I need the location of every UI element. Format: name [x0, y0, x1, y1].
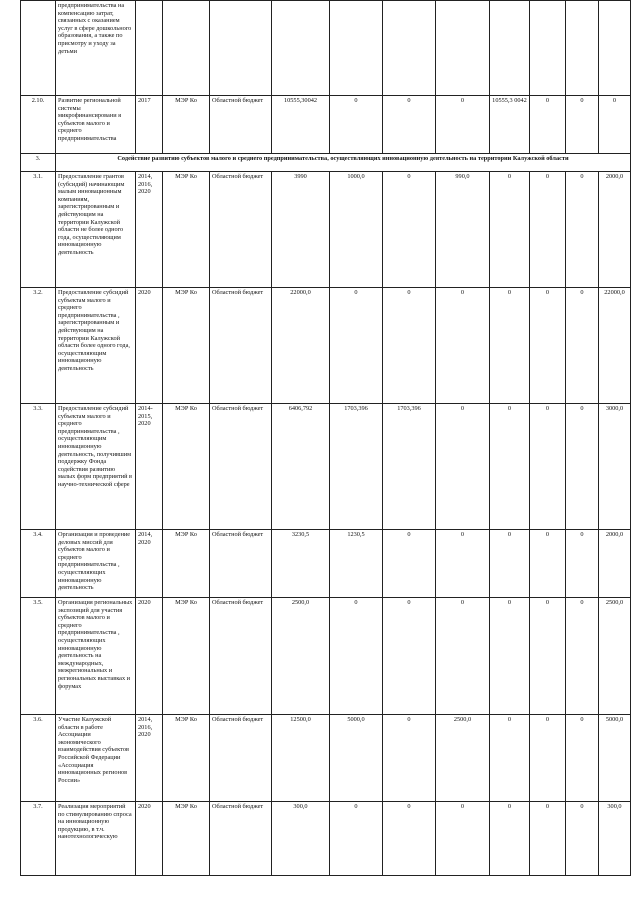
funding-total: [272, 1, 330, 96]
funding-year-value: 0: [566, 802, 599, 876]
funding-year-value: 0: [436, 96, 490, 154]
activity-years: 2017: [136, 96, 163, 154]
funding-year-value: 0: [599, 96, 631, 154]
section-number: 3.: [21, 154, 56, 172]
funding-year-value: 0: [530, 598, 566, 715]
funding-year-value: 2000,0: [599, 172, 631, 288]
activity-name: Реализация мероприятий по стимулированию спроса на инновационную продукцию, в т.ч. нанотехнологическую: [56, 802, 136, 876]
activity-executor: МЭР Ко: [163, 172, 210, 288]
funding-total: 6406,792: [272, 404, 330, 530]
funding-year-value: 0: [436, 802, 490, 876]
table-row: [21, 1, 631, 96]
funding-total: 3230,5: [272, 530, 330, 598]
funding-year-value: [436, 1, 490, 96]
funding-year-value: 0: [436, 598, 490, 715]
activity-number: [21, 1, 56, 96]
funding-year-value: 2500,0: [599, 598, 631, 715]
funding-year-value: 0: [530, 802, 566, 876]
funding-year-value: 0: [566, 530, 599, 598]
activity-years: 2020: [136, 802, 163, 876]
funding-year-value: 0: [490, 404, 530, 530]
funding-source: Областной бюджет: [210, 598, 272, 715]
activity-number: 3.1.: [21, 172, 56, 288]
funding-year-value: 0: [490, 288, 530, 404]
table-row: [21, 96, 631, 154]
activity-number: 2.10.: [21, 96, 56, 154]
funding-year-value: 2000,0: [599, 530, 631, 598]
funding-year-value: 1703,396: [383, 404, 436, 530]
funding-year-value: 1703,396: [330, 404, 383, 530]
funding-year-value: 0: [383, 172, 436, 288]
funding-year-value: [383, 1, 436, 96]
funding-year-value: 0: [330, 802, 383, 876]
funding-source: [210, 1, 272, 96]
funding-year-value: 1230,5: [330, 530, 383, 598]
funding-year-value: 0: [566, 598, 599, 715]
funding-year-value: 0: [490, 598, 530, 715]
funding-year-value: 0: [530, 715, 566, 802]
funding-year-value: 0: [530, 172, 566, 288]
funding-source: Областной бюджет: [210, 715, 272, 802]
activity-years: 2014, 2016, 2020: [136, 715, 163, 802]
funding-year-value: 0: [566, 404, 599, 530]
funding-year-value: 22000,0: [599, 288, 631, 404]
activity-years: 2014, 2016, 2020: [136, 172, 163, 288]
funding-year-value: 990,0: [436, 172, 490, 288]
funding-year-value: 0: [383, 288, 436, 404]
funding-year-value: 0: [566, 172, 599, 288]
activity-name: Организация и проведение деловых миссий для субъектов малого и среднего предпринимательства , осуществляющих инновационную деятельность: [56, 530, 136, 598]
funding-source: Областной бюджет: [210, 530, 272, 598]
funding-total: 2500,0: [272, 598, 330, 715]
activity-executor: [163, 1, 210, 96]
funding-source: Областной бюджет: [210, 96, 272, 154]
activity-years: 2020: [136, 598, 163, 715]
activity-number: 3.2.: [21, 288, 56, 404]
table-row: [21, 715, 631, 802]
funding-year-value: [330, 1, 383, 96]
funding-year-value: [599, 1, 631, 96]
funding-year-value: 0: [383, 598, 436, 715]
funding-total: 300,0: [272, 802, 330, 876]
funding-source: Областной бюджет: [210, 172, 272, 288]
funding-year-value: 0: [530, 404, 566, 530]
funding-year-value: 5000,0: [599, 715, 631, 802]
funding-year-value: 0: [436, 404, 490, 530]
funding-year-value: 0: [530, 288, 566, 404]
funding-year-value: 300,0: [599, 802, 631, 876]
funding-source: Областной бюджет: [210, 802, 272, 876]
document-page: [20, 0, 631, 876]
funding-year-value: 3000,0: [599, 404, 631, 530]
table-row: [21, 404, 631, 530]
section-row: [21, 154, 631, 172]
funding-year-value: 0: [383, 530, 436, 598]
activity-number: 3.5.: [21, 598, 56, 715]
activity-number: 3.4.: [21, 530, 56, 598]
funding-year-value: 0: [530, 96, 566, 154]
activity-executor: МЭР Ко: [163, 96, 210, 154]
funding-year-value: 0: [490, 530, 530, 598]
funding-year-value: 0: [383, 715, 436, 802]
activity-years: 2020: [136, 288, 163, 404]
activity-executor: МЭР Ко: [163, 598, 210, 715]
funding-year-value: 0: [330, 598, 383, 715]
activity-executor: МЭР Ко: [163, 404, 210, 530]
funding-total: 22000,0: [272, 288, 330, 404]
activity-number: 3.7.: [21, 802, 56, 876]
funding-year-value: 0: [530, 530, 566, 598]
funding-year-value: 2500,0: [436, 715, 490, 802]
funding-total: 12500,0: [272, 715, 330, 802]
table-row: [21, 172, 631, 288]
activity-executor: МЭР Ко: [163, 802, 210, 876]
activity-executor: МЭР Ко: [163, 715, 210, 802]
funding-year-value: 0: [490, 172, 530, 288]
table-row: [21, 530, 631, 598]
activity-years: 2014-2015, 2020: [136, 404, 163, 530]
funding-year-value: [530, 1, 566, 96]
section-title: Содействие развитию субъектов малого и среднего предпринимательства, осуществляющих инновационную деятельность на территории Калужской области: [56, 154, 631, 172]
funding-year-value: 0: [383, 802, 436, 876]
funding-year-value: [566, 1, 599, 96]
activity-executor: МЭР Ко: [163, 530, 210, 598]
funding-year-value: 0: [566, 288, 599, 404]
funding-source: Областной бюджет: [210, 288, 272, 404]
funding-year-value: 10555,3 0042: [490, 96, 530, 154]
funding-year-value: 1000,0: [330, 172, 383, 288]
funding-year-value: 0: [490, 715, 530, 802]
funding-year-value: 0: [330, 96, 383, 154]
activity-name: Предоставление грантов (субсидий) начинающим малым инновационным компаниям, зарегистрированным и действующим на территории Калужской области не более одного года, осуществляющим инновационную деятельность: [56, 172, 136, 288]
funding-year-value: 0: [566, 715, 599, 802]
funding-year-value: 0: [436, 288, 490, 404]
activity-years: [136, 1, 163, 96]
funding-year-value: 0: [383, 96, 436, 154]
activity-name: Развитие региональной системы микрофинансировани я субъектов малого и среднего предпринимательства: [56, 96, 136, 154]
funding-total: 3990: [272, 172, 330, 288]
activity-name: предпринимательства на компенсацию затрат, связанных с оказанием услуг в сфере дошкольного образования, а также по присмотру и уходу за детьми: [56, 1, 136, 96]
activity-name: Предоставление субсидий субъектам малого и среднего предпринимательства , осуществляющим инновационную деятельность, получившим поддержку Фонда содействия развитию малых форм предприятий в научно-технической сфере: [56, 404, 136, 530]
table-row: [21, 288, 631, 404]
activity-number: 3.6.: [21, 715, 56, 802]
funding-year-value: 0: [490, 802, 530, 876]
activity-name: Участие Калужской области в работе Ассоциации экономического взаимодействия субъектов Российской Федерации «Ассоциация инновационных регионов России»: [56, 715, 136, 802]
activity-name: Предоставление субсидий субъектам малого и среднего предпринимательства , зарегистрированным и действующим на территории Калужской области более одного года, осуществляющим инновационную деятельность: [56, 288, 136, 404]
funding-total: 10555,30042: [272, 96, 330, 154]
activity-years: 2014, 2020: [136, 530, 163, 598]
activity-number: 3.3.: [21, 404, 56, 530]
funding-year-value: 5000,0: [330, 715, 383, 802]
table-row: [21, 802, 631, 876]
funding-source: Областной бюджет: [210, 404, 272, 530]
activity-name: Организация региональных экспозиций для участия субъектов малого и среднего предпринимательства , осуществляющих инновационную деятельность на международных, межрегиональных и региональных выставках и форумах: [56, 598, 136, 715]
funding-year-value: 0: [566, 96, 599, 154]
funding-year-value: 0: [330, 288, 383, 404]
table-row: [21, 598, 631, 715]
activity-executor: МЭР Ко: [163, 288, 210, 404]
program-activities-table: [20, 0, 631, 876]
funding-year-value: 0: [436, 530, 490, 598]
funding-year-value: [490, 1, 530, 96]
